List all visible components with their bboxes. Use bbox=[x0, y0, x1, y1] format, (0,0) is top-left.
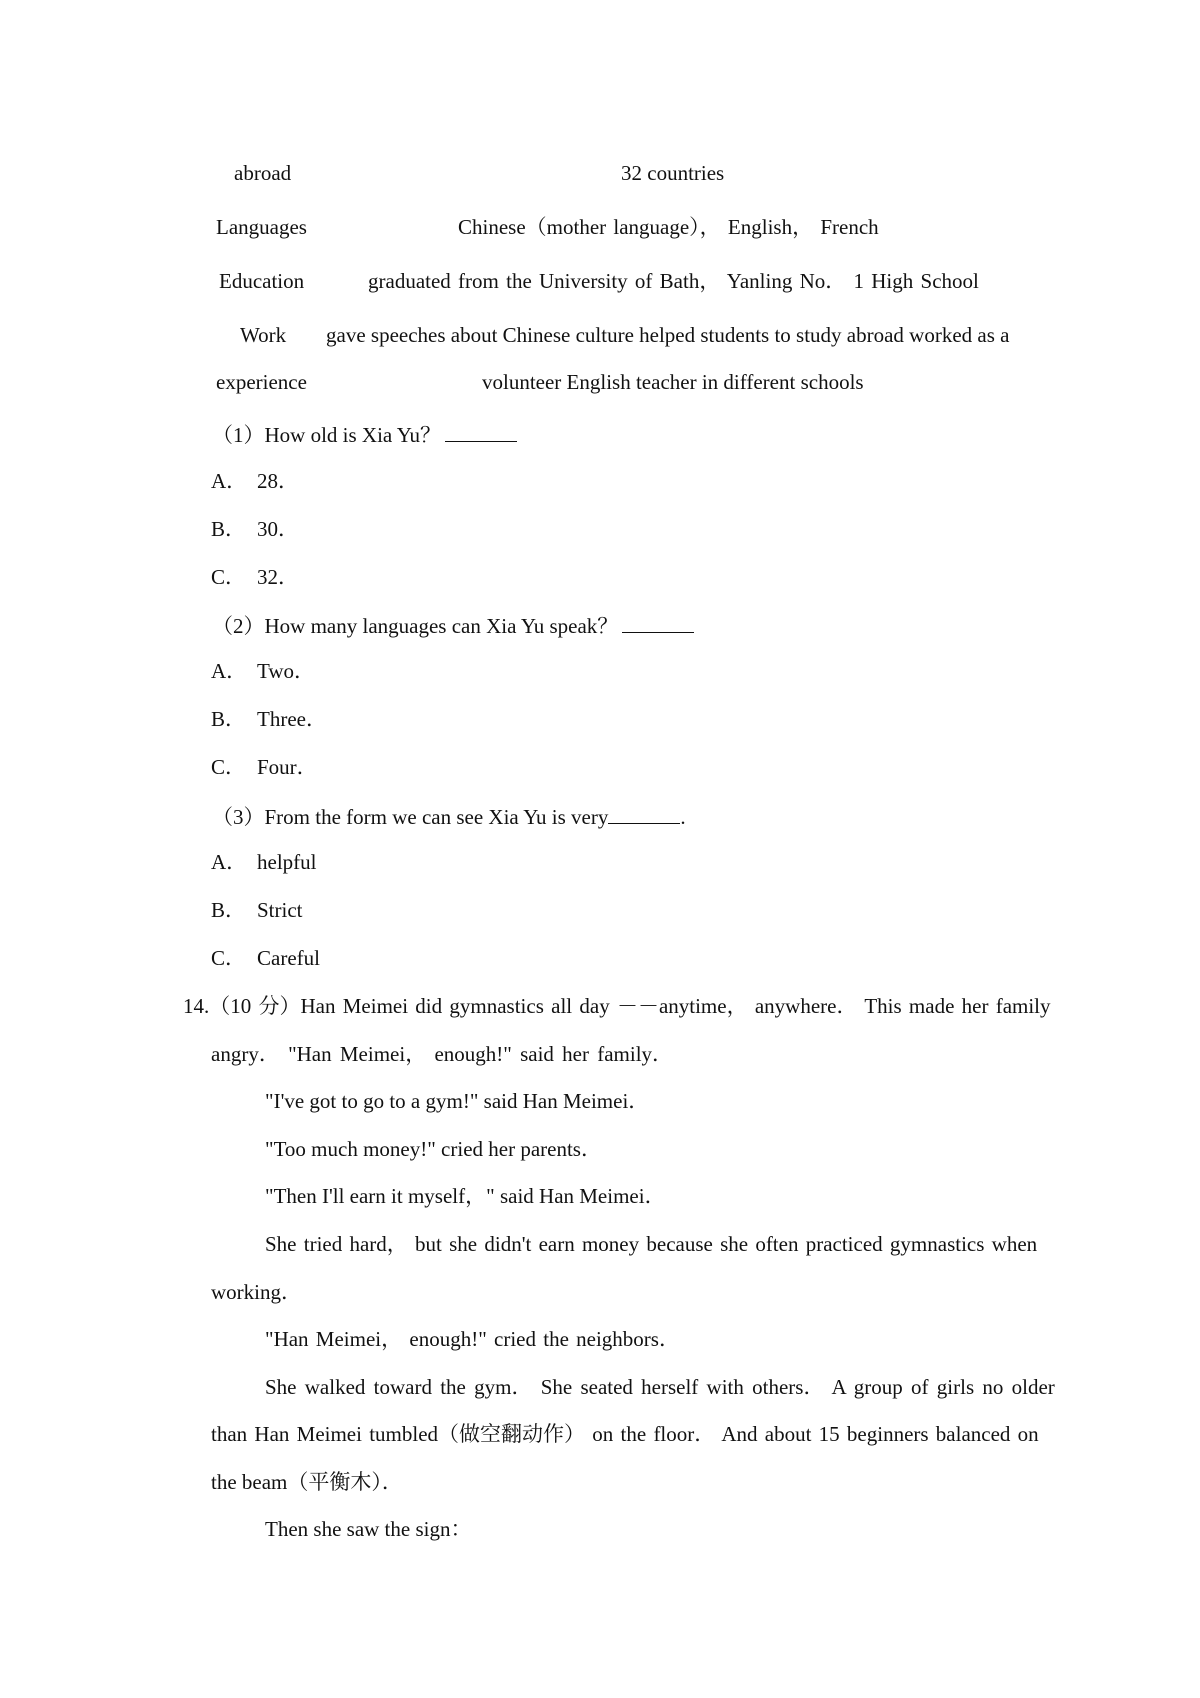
option-b[interactable] bbox=[211, 709, 327, 730]
option-c[interactable] bbox=[211, 757, 318, 778]
question-text: （3）From the form we can see Xia Yu is very bbox=[212, 805, 609, 829]
question-number: 14. bbox=[183, 994, 210, 1018]
option-c[interactable] bbox=[211, 567, 299, 588]
question-stem bbox=[212, 423, 517, 446]
passage-first-line bbox=[183, 996, 1051, 1017]
option-a[interactable] bbox=[211, 661, 315, 682]
passage-line: "I've got to go to a gym!" said Han Meimei． bbox=[265, 1089, 650, 1113]
option-text: 32． bbox=[257, 565, 299, 589]
option-text: 28． bbox=[257, 469, 299, 493]
table-value: 32 countries bbox=[621, 161, 725, 185]
passage-line: "Too much money!" cried her parents． bbox=[265, 1137, 602, 1161]
option-c[interactable] bbox=[211, 948, 320, 969]
passage-line: the beam（平衡木）． bbox=[211, 1470, 403, 1494]
score-label: （10 分） bbox=[209, 994, 301, 1018]
option-letter: C． bbox=[211, 565, 247, 589]
option-letter: B． bbox=[211, 517, 247, 541]
passage-line: Then she saw the sign： bbox=[265, 1517, 472, 1541]
option-a[interactable] bbox=[211, 852, 316, 873]
question-stem bbox=[212, 614, 694, 637]
passage-line: "Then I'll earn it myself，" said Han Meimei． bbox=[265, 1184, 666, 1208]
option-b[interactable] bbox=[211, 900, 303, 921]
question-text: （1）How old is Xia Yu？ bbox=[212, 423, 442, 447]
table-value: volunteer English teacher in different schools bbox=[482, 370, 864, 394]
answer-blank[interactable] bbox=[445, 423, 517, 442]
option-a[interactable] bbox=[211, 471, 299, 492]
table-label: experience bbox=[216, 370, 307, 394]
answer-blank[interactable] bbox=[608, 805, 680, 824]
option-letter: A． bbox=[211, 850, 248, 874]
option-text: helpful bbox=[257, 850, 317, 874]
option-text: 30． bbox=[257, 517, 299, 541]
answer-blank[interactable] bbox=[622, 614, 694, 633]
option-text: Three． bbox=[257, 707, 327, 731]
passage-line: working． bbox=[211, 1280, 302, 1304]
table-value: Chinese（mother language）， English， French bbox=[458, 215, 879, 239]
option-letter: A． bbox=[211, 469, 248, 493]
option-text: Strict bbox=[257, 898, 303, 922]
option-letter: C． bbox=[211, 755, 247, 779]
option-text: Two． bbox=[257, 659, 316, 683]
table-value: graduated from the University of Bath， Yanling No． 1 High School bbox=[368, 269, 979, 293]
option-letter: C． bbox=[211, 946, 247, 970]
passage-line: She tried hard， but she didn't earn money because she often practiced gymnastics when bbox=[265, 1232, 1038, 1256]
question-suffix: . bbox=[680, 805, 686, 829]
table-value: gave speeches about Chinese culture helped students to study abroad worked as a bbox=[326, 323, 1010, 347]
table-label: Work bbox=[240, 323, 287, 347]
question-text: （2）How many languages can Xia Yu speak？ bbox=[212, 614, 619, 638]
option-text: Four． bbox=[257, 755, 318, 779]
passage-line: She walked toward the gym． She seated herself with others． A group of girls no older bbox=[265, 1375, 1055, 1399]
option-letter: B． bbox=[211, 707, 247, 731]
option-letter: B． bbox=[211, 898, 247, 922]
table-label: abroad bbox=[234, 161, 292, 185]
option-letter: A． bbox=[211, 659, 248, 683]
passage-line: than Han Meimei tumbled（做空翻动作） on the floor． And about 15 beginners balanced on bbox=[211, 1422, 1039, 1446]
option-b[interactable] bbox=[211, 519, 299, 540]
passage-line: Han Meimei did gymnastics all day －－anytime， anywhere． This made her family bbox=[300, 994, 1051, 1018]
option-text: Careful bbox=[257, 946, 320, 970]
passage-line: angry． "Han Meimei， enough!" said her family． bbox=[211, 1042, 674, 1066]
passage-line: "Han Meimei， enough!" cried the neighbors． bbox=[265, 1327, 680, 1351]
table-label: Languages bbox=[216, 215, 307, 239]
question-stem bbox=[212, 805, 686, 828]
table-label: Education bbox=[219, 269, 305, 293]
